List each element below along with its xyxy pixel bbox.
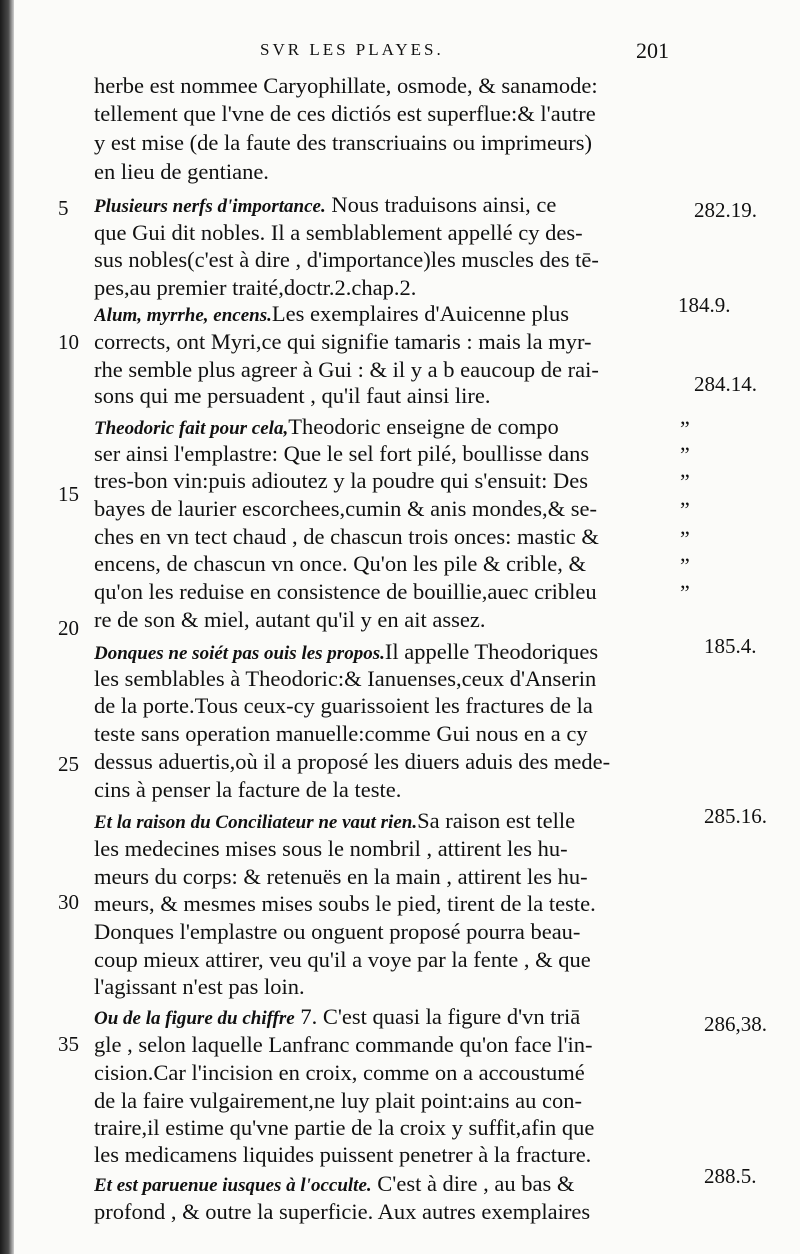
line-text: Il appelle Theodoriques: [384, 639, 599, 664]
text-line: [94, 1198, 680, 1226]
text-line: [94, 300, 680, 330]
margin-reference: 288.5.: [704, 1164, 757, 1188]
line-text: tellement que l'vne de ces dictiós est superflue:& l'autre: [94, 101, 596, 126]
line-text: corrects, ont Myri,ce qui signifie tamaris : mais la myr-: [94, 329, 592, 354]
text-line: [94, 129, 680, 157]
lemma-heading: Donques ne soiét pas ouis les propos.: [94, 643, 385, 664]
text-line: [94, 356, 680, 384]
text-line: [94, 1031, 680, 1059]
line-text: coup mieux attirer, veu qu'il a voye par la fente , & que: [94, 947, 591, 972]
line-text: les medecines mises sous le nombril , attirent les hu-: [94, 836, 568, 861]
line-text: herbe est nommee Caryophillate, osmode, & sanamode:: [94, 73, 598, 98]
line-text: en lieu de gentiane.: [94, 159, 269, 184]
text-line: [94, 382, 680, 410]
text-line: [94, 638, 680, 668]
line-text: l'agissant n'est pas loin.: [94, 974, 305, 999]
text-line: [94, 158, 680, 186]
line-number: 5: [58, 196, 69, 220]
line-text: meurs du corps: & retenuës en la main , attirent les hu-: [94, 864, 588, 889]
line-number: 20: [58, 616, 79, 640]
line-text: teste sans operation manuelle:comme Gui nous en a cy: [94, 721, 588, 746]
quotation-mark: ”: [680, 553, 690, 578]
line-text: les medicamens liquides puissent penetrer à la fracture.: [94, 1142, 592, 1167]
line-text: les semblables à Theodoric:& Ianuenses,ceux d'Anserin: [94, 666, 597, 691]
line-text: bayes de laurier escorchees,cumin & anis mondes,& se-: [94, 496, 597, 521]
text-line: [94, 328, 680, 356]
line-text: dessus aduertis,où il a proposé les diuers aduis des mede-: [94, 749, 611, 774]
quotation-mark: ”: [680, 526, 690, 551]
text-line: [94, 495, 680, 523]
text-line: [94, 1087, 680, 1115]
text-line: [94, 72, 680, 100]
text-line: [94, 890, 680, 918]
text-line: [94, 550, 680, 578]
text-line: [94, 413, 680, 443]
text-line: [94, 863, 680, 891]
lemma-heading: Alum, myrrhe, encens.: [94, 305, 272, 326]
line-text: ches en vn tect chaud , de chascun trois onces: mastic &: [94, 524, 599, 549]
text-line: [94, 578, 680, 606]
line-number: 35: [58, 1032, 79, 1056]
line-text: profond , & outre la superficie. Aux autres exemplaires: [94, 1199, 591, 1224]
line-text: C'est à dire , au bas &: [371, 1171, 575, 1196]
line-text: Theodoric enseigne de compo: [288, 414, 559, 439]
line-number: 30: [58, 890, 79, 914]
text-line: [94, 246, 680, 274]
margin-reference: 286,38.: [704, 1012, 767, 1036]
lemma-heading: Plusieurs nerfs d'importance.: [94, 196, 326, 217]
line-text: 7. C'est quasi la figure d'vn triā: [294, 1004, 581, 1029]
quotation-mark: ”: [680, 497, 690, 522]
page-number: 201: [636, 38, 669, 63]
line-text: Donques l'emplastre ou onguent proposé pourra beau-: [94, 919, 581, 944]
text-line: [94, 219, 680, 247]
text-line: [94, 807, 680, 837]
text-line: [94, 1170, 680, 1200]
line-text: meurs, & mesmes mises soubs le pied, tirent de la teste.: [94, 891, 596, 916]
line-text: que Gui dit nobles. Il a semblablement appellé cy des-: [94, 220, 583, 245]
text-line: [94, 835, 680, 863]
text-line: [94, 1141, 680, 1169]
text-line: [94, 918, 680, 946]
text-line: [94, 776, 680, 804]
line-text: traire,il estime qu'vne partie de la croix y suffit,afin que: [94, 1115, 595, 1140]
line-text: gle , selon laquelle Lanfranc commande qu'on face l'in-: [94, 1032, 593, 1057]
line-text: re de son & miel, autant qu'il y en ait assez.: [94, 607, 486, 632]
text-line: [94, 440, 680, 468]
line-number: 10: [58, 330, 79, 354]
text-line: [94, 973, 680, 1001]
text-line: [94, 1114, 680, 1142]
quotation-mark: ”: [680, 469, 690, 494]
line-text: sons qui me persuadent , qu'il faut ainsi lire.: [94, 383, 491, 408]
line-text: sus nobles(c'est à dire , d'importance)les muscles des tē-: [94, 247, 599, 272]
book-binding-edge: [0, 0, 14, 1254]
line-text: encens, de chascun vn once. Qu'on les pile & crible, &: [94, 551, 587, 576]
lemma-heading: Et est paruenue iusques à l'occulte.: [94, 1175, 372, 1196]
text-line: [94, 1059, 680, 1087]
lemma-heading: Ou de la figure du chiffre: [94, 1008, 295, 1029]
line-number: 15: [58, 482, 79, 506]
quotation-mark: ”: [680, 580, 690, 605]
text-line: [94, 100, 680, 128]
running-title: SVR LES PLAYES.: [260, 40, 444, 59]
text-line: [94, 191, 680, 221]
text-line: [94, 665, 680, 693]
book-page: [14, 0, 800, 1254]
quotation-mark: ”: [680, 416, 690, 441]
line-text: Sa raison est telle: [417, 808, 576, 833]
line-text: Les exemplaires d'Auicenne plus: [271, 301, 569, 326]
margin-reference: 184.9.: [678, 293, 731, 317]
text-line: [94, 274, 680, 302]
line-text: y est mise (de la faute des transcriuains ou imprimeurs): [94, 130, 592, 155]
text-line: [94, 720, 680, 748]
text-line: [94, 606, 680, 634]
line-text: cision.Car l'incision en croix, comme on a accoustumé: [94, 1060, 585, 1085]
line-text: qu'on les reduise en consistence de bouillie,auec cribleu: [94, 579, 597, 604]
line-text: rhe semble plus agreer à Gui : & il y a b eaucoup de rai-: [94, 357, 599, 382]
margin-reference: 185.4.: [704, 634, 757, 658]
margin-reference: 282.19.: [694, 198, 757, 222]
line-text: Nous traduisons ainsi, ce: [325, 192, 557, 217]
line-text: cins à penser la facture de la teste.: [94, 777, 402, 802]
text-line: [94, 748, 680, 776]
margin-reference: 284.14.: [694, 372, 757, 396]
lemma-heading: Theodoric fait pour cela,: [94, 418, 289, 439]
text-line: [94, 1003, 680, 1033]
line-number: 25: [58, 752, 79, 776]
line-text: de la faire vulgairement,ne luy plait point:ains au con-: [94, 1088, 582, 1113]
text-line: [94, 692, 680, 720]
quotation-mark: ”: [680, 442, 690, 467]
text-line: [94, 523, 680, 551]
line-text: de la porte.Tous ceux-cy guarissoient les fractures de la: [94, 693, 593, 718]
lemma-heading: Et la raison du Conciliateur ne vaut rien.: [94, 812, 418, 833]
line-text: ser ainsi l'emplastre: Que le sel fort pilé, boullisse dans: [94, 441, 590, 466]
line-text: tres-bon vin:puis adioutez y la poudre qui s'ensuit: Des: [94, 468, 588, 493]
text-line: [94, 946, 680, 974]
line-text: pes,au premier traité,doctr.2.chap.2.: [94, 275, 417, 300]
text-line: [94, 467, 680, 495]
margin-reference: 285.16.: [704, 804, 767, 828]
